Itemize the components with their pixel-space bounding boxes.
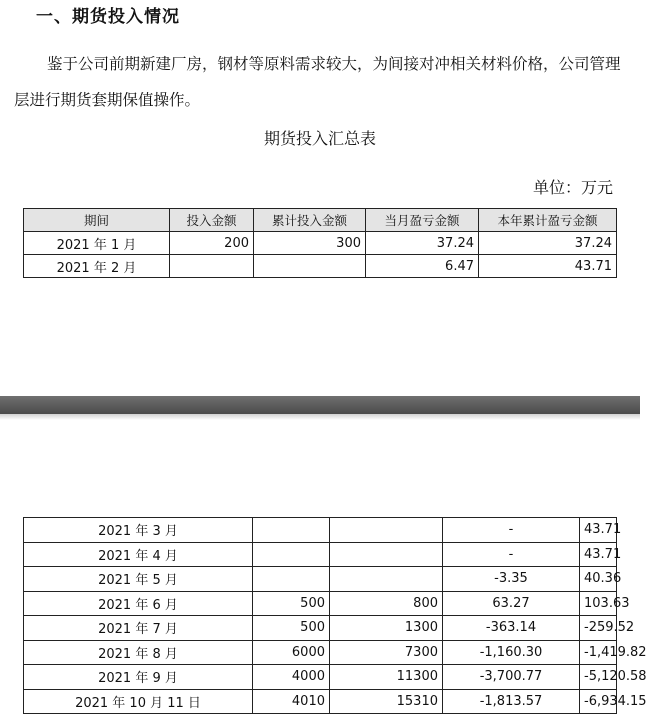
cell-investment: 6000 [253,640,330,665]
table-row [24,255,617,278]
cell-monthly-pnl: 37.24 [366,232,479,255]
cell-ytd-pnl: 43.71 [580,518,617,543]
cell-monthly-pnl: -1,160.30 [443,640,580,665]
cell-investment: 4010 [253,689,330,714]
table-row [24,689,617,714]
cell-cumulative-investment [330,567,443,592]
cell-ytd-pnl: 43.71 [479,255,617,278]
cell-ytd-pnl: -259.52 [580,616,617,641]
table-row [24,591,617,616]
table-row [24,518,617,543]
intro-paragraph: 鉴于公司前期新建厂房，钢材等原料需求较大，为间接对冲相关材料价格，公司管理层进行期货套期保值操作。 [14,55,621,109]
cell-investment [170,255,254,278]
table-row [24,232,617,255]
cell-cumulative-investment: 7300 [330,640,443,665]
cell-period: 2021 年 5 月 [24,567,253,592]
screenshot-gap-divider [0,396,640,414]
cell-investment: 500 [253,591,330,616]
cell-monthly-pnl: - [443,542,580,567]
cell-cumulative-investment [330,542,443,567]
table-row [24,616,617,641]
cell-period: 2021 年 7 月 [24,616,253,641]
cell-cumulative-investment [330,518,443,543]
cell-monthly-pnl: -363.14 [443,616,580,641]
cell-investment [253,567,330,592]
cell-cumulative-investment: 300 [254,232,366,255]
futures-table-bottom [23,517,647,714]
cell-monthly-pnl: -3,700.77 [443,665,580,690]
cell-period: 2021 年 2 月 [24,255,170,278]
cell-investment: 4000 [253,665,330,690]
cell-cumulative-investment: 15310 [330,689,443,714]
cell-monthly-pnl: -1,813.57 [443,689,580,714]
cell-ytd-pnl: 37.24 [479,232,617,255]
cell-period: 2021 年 10 月 11 日 [24,689,253,714]
table-row [24,640,617,665]
unit-label: 单位：万元 [532,178,613,197]
cell-period: 2021 年 4 月 [24,542,253,567]
cell-cumulative-investment: 800 [330,591,443,616]
cell-ytd-pnl: -1,419.82 [580,640,617,665]
table-caption: 期货投入汇总表 [263,129,376,148]
cell-period: 2021 年 3 月 [24,518,253,543]
cell-ytd-pnl: 40.36 [580,567,617,592]
header-period: 期间 [24,209,170,232]
cell-period: 2021 年 9 月 [24,665,253,690]
cell-ytd-pnl: -5,120.58 [580,665,617,690]
cell-cumulative-investment: 11300 [330,665,443,690]
cell-monthly-pnl: 6.47 [366,255,479,278]
table-header-row [24,209,617,232]
cell-cumulative-investment: 1300 [330,616,443,641]
cell-ytd-pnl: -6,934.15 [580,689,617,714]
cell-investment: 500 [253,616,330,641]
futures-table-top [23,208,617,278]
cell-monthly-pnl: -3.35 [443,567,580,592]
cell-cumulative-investment [254,255,366,278]
cell-investment [253,518,330,543]
header-ytd-pnl: 本年累计盈亏金额 [479,209,617,232]
cell-ytd-pnl: 103.63 [580,591,617,616]
cell-period: 2021 年 8 月 [24,640,253,665]
divider-shadow [0,414,640,420]
header-monthly-pnl: 当月盈亏金额 [366,209,479,232]
table-row [24,665,617,690]
cell-investment: 200 [170,232,254,255]
table-row [24,567,617,592]
cell-investment [253,542,330,567]
cell-period: 2021 年 1 月 [24,232,170,255]
table-row [24,542,617,567]
header-investment: 投入金额 [170,209,254,232]
cell-monthly-pnl: 63.27 [443,591,580,616]
cell-monthly-pnl: - [443,518,580,543]
cell-period: 2021 年 6 月 [24,591,253,616]
cell-ytd-pnl: 43.71 [580,542,617,567]
header-cumulative-investment: 累计投入金额 [254,209,366,232]
section-heading: 一、期货投入情况 [36,7,180,27]
